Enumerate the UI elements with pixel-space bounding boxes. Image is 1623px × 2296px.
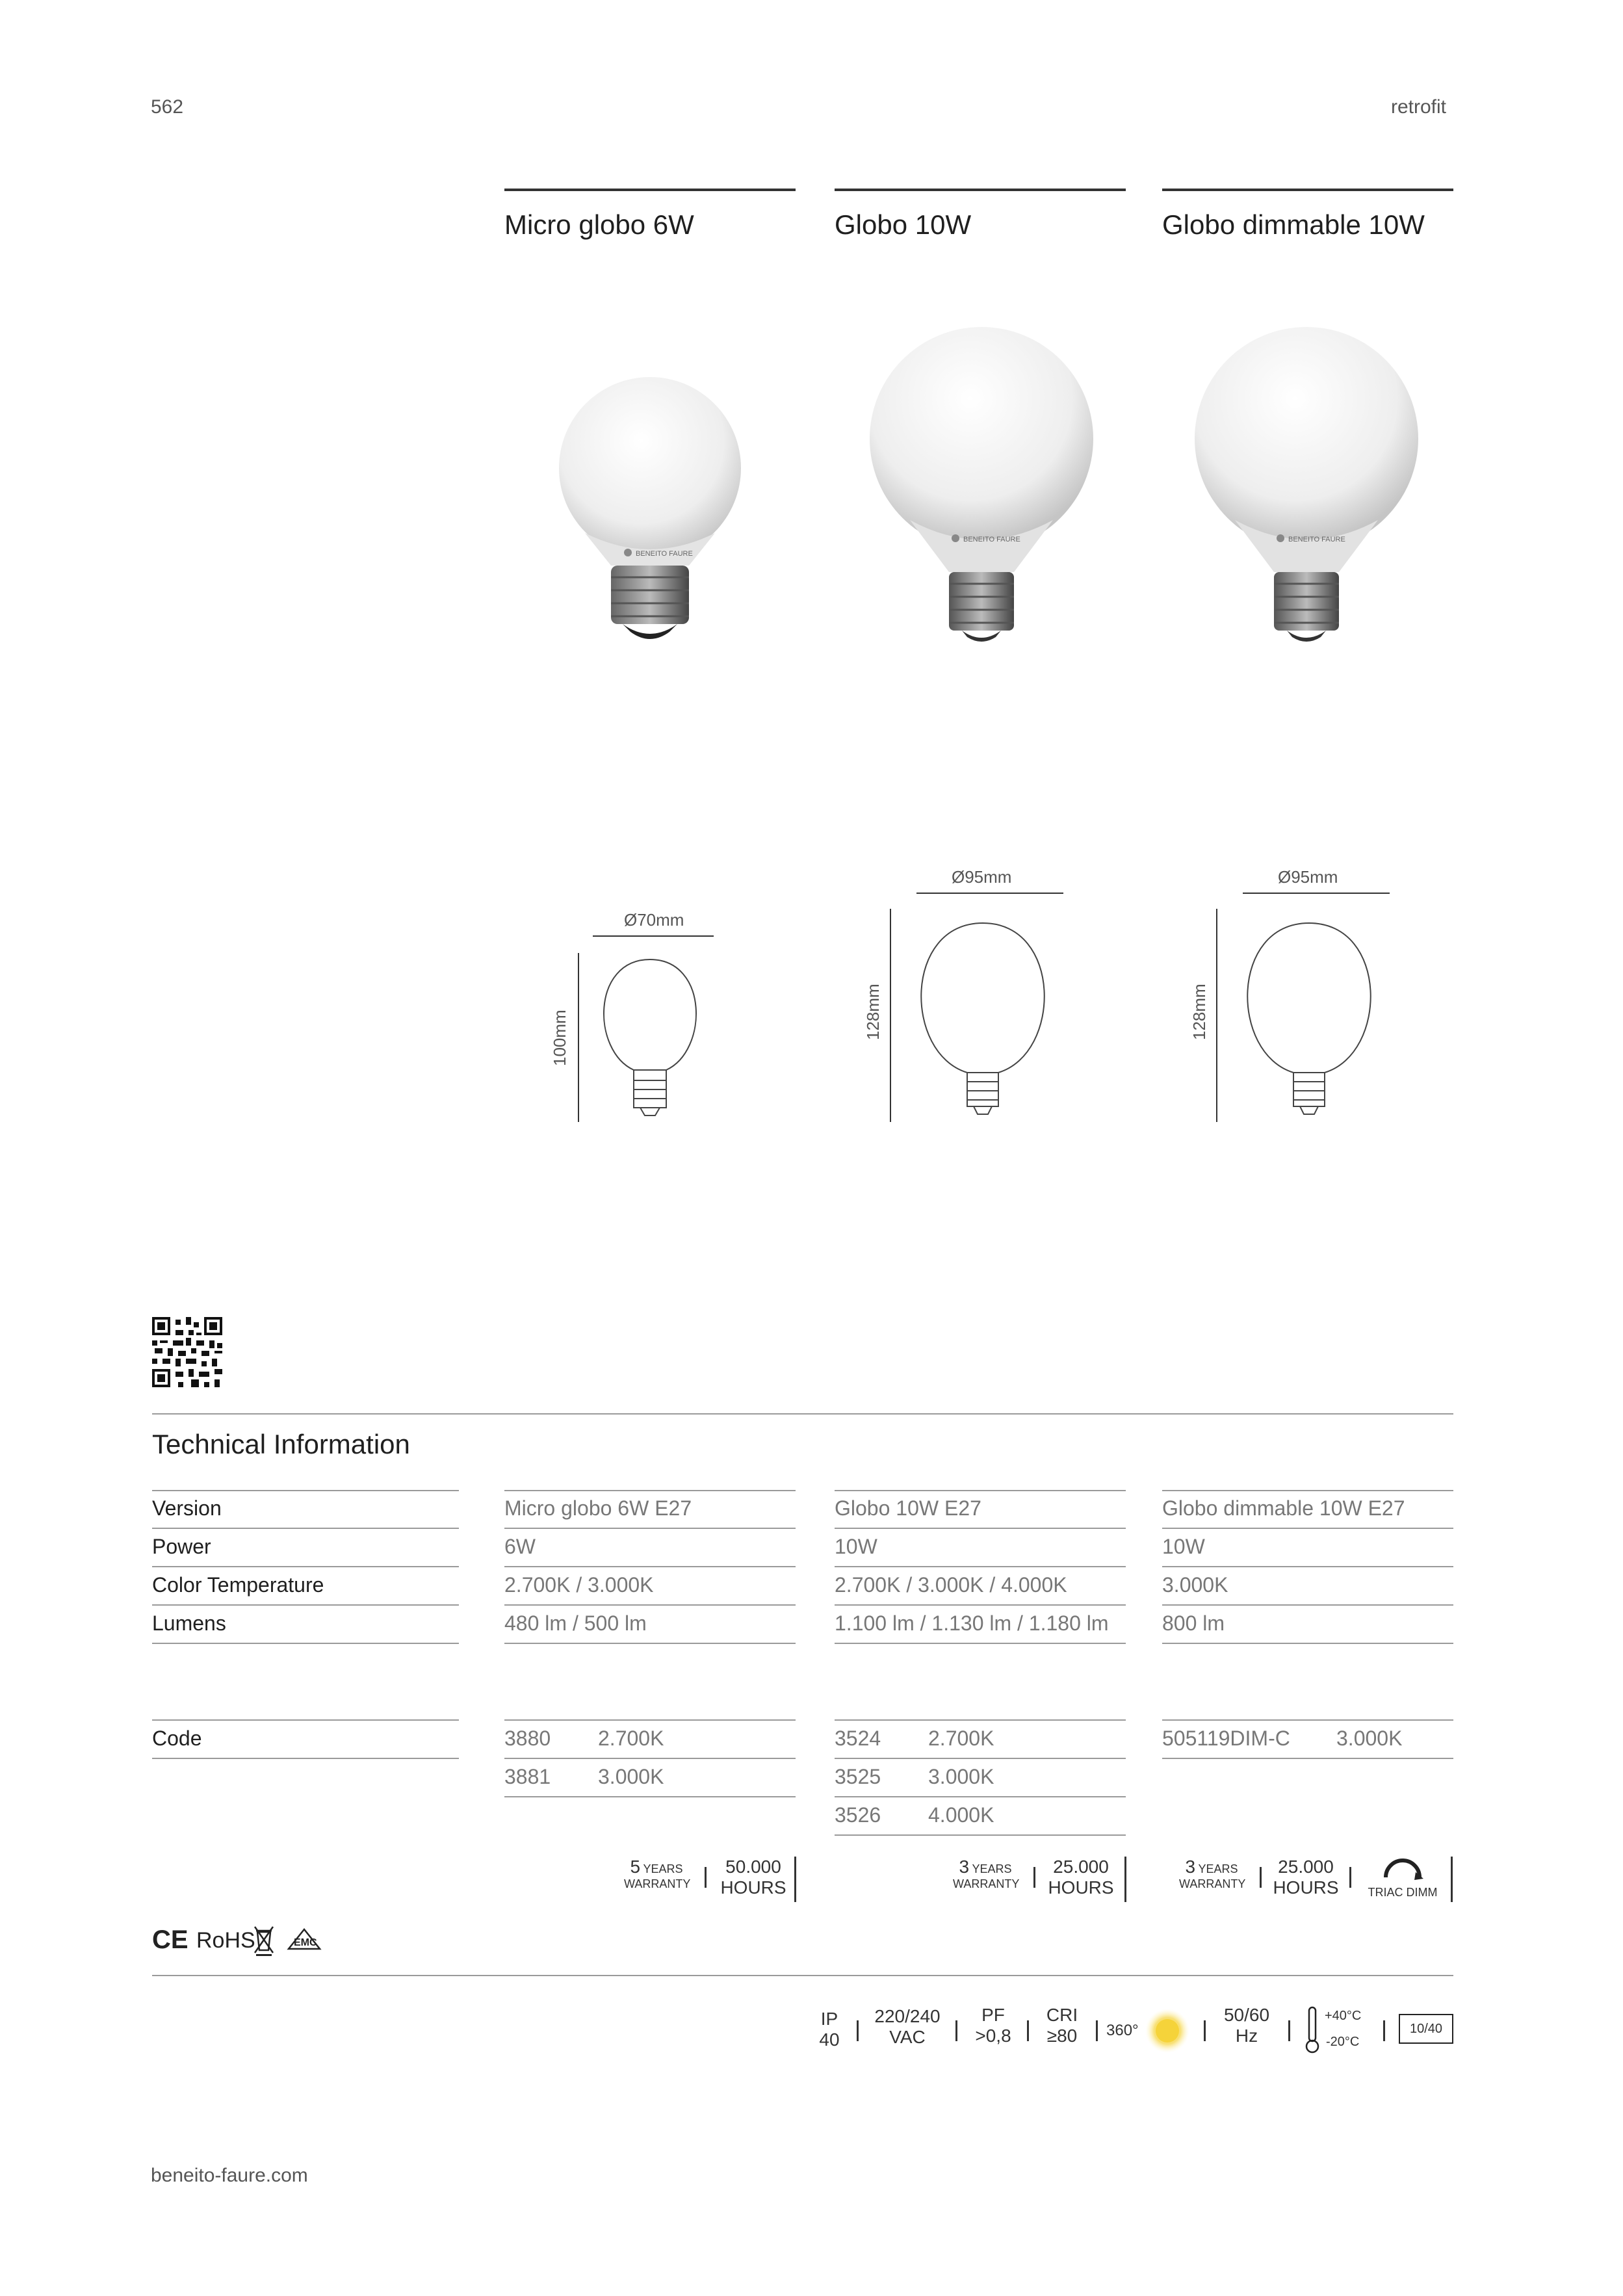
code-number: 3881 bbox=[504, 1765, 551, 1788]
separator bbox=[1383, 2020, 1385, 2041]
row-rule bbox=[152, 1643, 459, 1644]
warranty-label: WARRANTY bbox=[1179, 1877, 1246, 1890]
qr-code-icon[interactable] bbox=[152, 1317, 222, 1387]
lifetime-block bbox=[1270, 1857, 1342, 1898]
brand-logo-icon bbox=[624, 549, 632, 556]
footer-website-link[interactable]: beneito-faure.com bbox=[151, 2165, 308, 2186]
svg-text:BENEITO FAURE: BENEITO FAURE bbox=[636, 550, 693, 558]
separator bbox=[857, 2020, 859, 2041]
separator bbox=[1027, 2020, 1029, 2041]
dimension-diameter: Ø95mm bbox=[952, 867, 1012, 887]
switching-cycles-icon bbox=[1399, 2014, 1453, 2044]
code-number: 505119DIM-C bbox=[1162, 1727, 1290, 1750]
pf-value: >0,8 bbox=[975, 2026, 1011, 2046]
label-power: Power bbox=[152, 1535, 211, 1558]
column-rule bbox=[1162, 189, 1453, 191]
dimension-height: 128mm bbox=[863, 984, 883, 1040]
row-rule bbox=[835, 1719, 1126, 1721]
separator bbox=[705, 1867, 707, 1888]
separator bbox=[1451, 1857, 1453, 1902]
lumens-value: 800 lm bbox=[1162, 1611, 1225, 1635]
product-photo-globo bbox=[858, 325, 1105, 650]
product-name: Globo dimmable 10W bbox=[1162, 209, 1425, 240]
pf-label: PF bbox=[981, 2005, 1005, 2025]
warranty-years-label: YEARS bbox=[1198, 1862, 1238, 1875]
version-value: Globo 10W E27 bbox=[835, 1496, 981, 1520]
version-value: Micro globo 6W E27 bbox=[504, 1496, 692, 1520]
separator bbox=[955, 2020, 957, 2041]
separator bbox=[1349, 1867, 1351, 1888]
tech-info-title: Technical Information bbox=[152, 1429, 410, 1459]
warranty-years: 5 bbox=[630, 1857, 641, 1877]
color-temperature-value: 2.700K / 3.000K bbox=[504, 1573, 654, 1597]
warranty-label: WARRANTY bbox=[624, 1877, 691, 1890]
separator bbox=[1288, 2020, 1290, 2041]
color-temperature-value: 2.700K / 3.000K / 4.000K bbox=[835, 1573, 1067, 1597]
row-rule bbox=[152, 1528, 459, 1529]
row-rule bbox=[1162, 1758, 1453, 1759]
page-number: 562 bbox=[151, 96, 184, 118]
beam-angle: 360° bbox=[1106, 2022, 1139, 2039]
switching-cycles: 10/40 bbox=[1409, 2022, 1443, 2036]
dimension-height: 128mm bbox=[1189, 984, 1209, 1040]
row-rule bbox=[504, 1719, 796, 1721]
row-rule bbox=[504, 1490, 796, 1491]
separator bbox=[1033, 1867, 1035, 1888]
dimmable-block bbox=[1357, 1854, 1448, 1906]
code-number: 3526 bbox=[835, 1803, 881, 1827]
lifetime-hours: 50.000 bbox=[725, 1857, 781, 1877]
cri-label: CRI bbox=[1046, 2005, 1078, 2025]
row-rule bbox=[1162, 1643, 1453, 1644]
frequency-value: 50/60 bbox=[1223, 2005, 1270, 2025]
product-name: Micro globo 6W bbox=[504, 209, 694, 240]
ip-label: IP bbox=[820, 2009, 838, 2029]
dimension-height: 100mm bbox=[550, 1010, 569, 1066]
power-factor bbox=[967, 2005, 1019, 2046]
version-value: Globo dimmable 10W E27 bbox=[1162, 1496, 1405, 1520]
ip-value: 40 bbox=[819, 2029, 840, 2050]
dimmer-icon bbox=[1377, 1854, 1429, 1880]
code-temp: 2.700K bbox=[928, 1727, 994, 1750]
svg-text:BENEITO FAURE: BENEITO FAURE bbox=[963, 536, 1020, 543]
code-temp: 3.000K bbox=[1336, 1727, 1403, 1750]
ip-rating bbox=[816, 2009, 842, 2050]
cri bbox=[1036, 2005, 1088, 2046]
color-temperature-value: 3.000K bbox=[1162, 1573, 1228, 1597]
product-name: Globo 10W bbox=[835, 209, 972, 240]
warranty-label: WARRANTY bbox=[953, 1877, 1020, 1890]
ce-mark-icon: CE bbox=[152, 1925, 188, 1954]
svg-text:BENEITO FAURE: BENEITO FAURE bbox=[1288, 536, 1345, 543]
separator bbox=[1096, 2020, 1098, 2041]
dimmable-label: TRIAC DIMM bbox=[1368, 1886, 1438, 1899]
dimension-drawing-micro-globo bbox=[572, 933, 728, 1128]
warranty-years: 3 bbox=[1185, 1857, 1196, 1877]
lumens-value: 1.100 lm / 1.130 lm / 1.180 lm bbox=[835, 1611, 1109, 1635]
row-rule bbox=[1162, 1528, 1453, 1529]
row-rule bbox=[835, 1758, 1126, 1759]
product-photo-globo-dimmable bbox=[1183, 325, 1430, 650]
voltage-unit: VAC bbox=[889, 2027, 926, 2047]
row-rule bbox=[835, 1643, 1126, 1644]
weee-bin-icon bbox=[252, 1924, 276, 1957]
row-rule bbox=[835, 1834, 1126, 1836]
separator bbox=[1260, 1867, 1262, 1888]
section-divider bbox=[152, 1413, 1453, 1415]
temp-min: -20°C bbox=[1326, 2035, 1360, 2049]
row-rule bbox=[1162, 1566, 1453, 1567]
dimension-diameter: Ø70mm bbox=[624, 910, 684, 930]
voltage-value: 220/240 bbox=[874, 2006, 941, 2026]
lifetime-hours-label: HOURS bbox=[1273, 1877, 1339, 1898]
frequency-unit: Hz bbox=[1235, 2026, 1258, 2046]
row-rule bbox=[504, 1528, 796, 1529]
column-rule bbox=[835, 189, 1126, 191]
lifetime-hours: 25.000 bbox=[1053, 1857, 1109, 1877]
code-temp: 3.000K bbox=[598, 1765, 664, 1788]
row-rule bbox=[1162, 1719, 1453, 1721]
code-number: 3525 bbox=[835, 1765, 881, 1788]
warranty-years-label: YEARS bbox=[643, 1862, 683, 1875]
voltage bbox=[868, 2006, 946, 2048]
code-temp: 2.700K bbox=[598, 1727, 664, 1750]
sun-light-icon bbox=[1141, 2007, 1193, 2054]
power-value: 6W bbox=[504, 1535, 536, 1558]
label-lumens: Lumens bbox=[152, 1611, 226, 1635]
label-version: Version bbox=[152, 1496, 222, 1520]
row-rule bbox=[1162, 1604, 1453, 1606]
emc-mark-icon: EMC bbox=[286, 1927, 322, 1953]
lifetime-hours-label: HOURS bbox=[720, 1877, 786, 1898]
separator bbox=[1124, 1857, 1126, 1902]
section-divider bbox=[152, 1975, 1453, 1976]
warranty-years-block bbox=[953, 1857, 1018, 1902]
row-rule bbox=[504, 1566, 796, 1567]
power-value: 10W bbox=[835, 1535, 877, 1558]
lifetime-block bbox=[718, 1857, 789, 1898]
row-rule bbox=[835, 1604, 1126, 1606]
code-number: 3880 bbox=[504, 1727, 551, 1750]
row-rule bbox=[152, 1490, 459, 1491]
thermometer-icon bbox=[1304, 2006, 1321, 2054]
temp-max: +40°C bbox=[1325, 2009, 1362, 2023]
lifetime-block bbox=[1045, 1857, 1117, 1898]
row-rule bbox=[152, 1604, 459, 1606]
brand-logo-icon bbox=[952, 534, 959, 542]
cri-value: ≥80 bbox=[1046, 2026, 1078, 2046]
code-number: 3524 bbox=[835, 1727, 881, 1750]
row-rule bbox=[1162, 1490, 1453, 1491]
dimension-drawing-globo bbox=[884, 891, 1079, 1125]
row-rule bbox=[504, 1796, 796, 1797]
code-temp: 4.000K bbox=[928, 1803, 994, 1827]
warranty-years-block bbox=[1179, 1857, 1244, 1902]
product-photo-micro-globo bbox=[546, 371, 754, 657]
label-color-temperature: Color Temperature bbox=[152, 1573, 324, 1597]
row-rule bbox=[152, 1719, 459, 1721]
row-rule bbox=[504, 1643, 796, 1644]
dimension-diameter: Ø95mm bbox=[1278, 867, 1338, 887]
row-rule bbox=[835, 1796, 1126, 1797]
label-code: Code bbox=[152, 1727, 202, 1750]
column-rule bbox=[504, 189, 796, 191]
lifetime-hours-label: HOURS bbox=[1048, 1877, 1114, 1898]
section-title: retrofit bbox=[1391, 96, 1447, 118]
warranty-years-label: YEARS bbox=[972, 1862, 1012, 1875]
row-rule bbox=[835, 1528, 1126, 1529]
row-rule bbox=[152, 1758, 459, 1759]
separator bbox=[1204, 2020, 1206, 2041]
brand-logo-icon bbox=[1277, 534, 1284, 542]
warranty-years: 3 bbox=[959, 1857, 970, 1877]
rohs-label: RoHS bbox=[196, 1928, 255, 1953]
frequency bbox=[1214, 2005, 1279, 2046]
lumens-value: 480 lm / 500 lm bbox=[504, 1611, 647, 1635]
row-rule bbox=[152, 1566, 459, 1567]
power-value: 10W bbox=[1162, 1535, 1205, 1558]
lifetime-hours: 25.000 bbox=[1278, 1857, 1334, 1877]
row-rule bbox=[504, 1758, 796, 1759]
separator bbox=[794, 1857, 796, 1902]
row-rule bbox=[835, 1566, 1126, 1567]
code-temp: 3.000K bbox=[928, 1765, 994, 1788]
warranty-years-block bbox=[624, 1857, 689, 1902]
row-rule bbox=[835, 1490, 1126, 1491]
dimension-drawing-globo-dimmable bbox=[1210, 891, 1405, 1125]
row-rule bbox=[504, 1604, 796, 1606]
